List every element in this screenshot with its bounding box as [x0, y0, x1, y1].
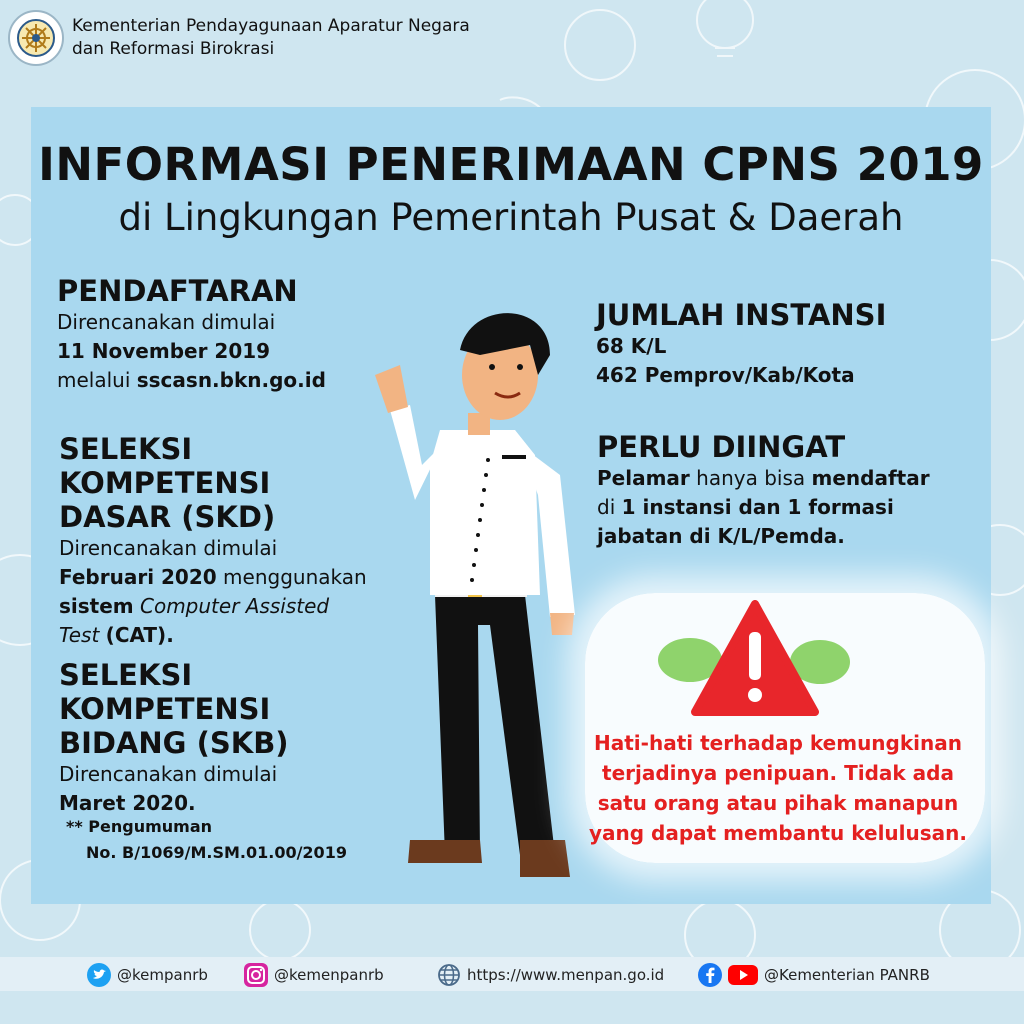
- pendaftaran-via: [57, 366, 377, 395]
- skd-cat-abbr: (CAT).: [105, 623, 174, 647]
- perlu-w4: di: [597, 495, 616, 519]
- website-link[interactable]: [437, 962, 664, 988]
- warning-text: [588, 728, 968, 848]
- facebook-icon: [698, 963, 722, 987]
- person-illustration: [360, 295, 590, 895]
- warning-icon: [655, 600, 855, 720]
- jumlah-heading: JUMLAH INSTANSI: [596, 298, 887, 332]
- youtube-icon: [728, 963, 758, 987]
- instagram-link[interactable]: [244, 962, 384, 988]
- perlu-w1: Pelamar: [597, 466, 690, 490]
- skd-cat-italic-2: Test: [59, 623, 100, 647]
- warning-line4: yang dapat membantu kelulusan.: [588, 821, 967, 845]
- skb-date: Maret 2020.: [59, 791, 196, 815]
- pendaftaran-line1: Direncanakan dimulai: [57, 310, 276, 334]
- twitter-link[interactable]: [87, 962, 208, 988]
- pendaftaran-date: 11 November 2019: [57, 339, 271, 363]
- kemenpan-logo: [8, 10, 64, 66]
- jumlah-line2: 462 Pemprov/Kab/Kota: [596, 363, 855, 387]
- skd-date: Februari 2020: [59, 565, 217, 589]
- facebook-youtube-handle: @Kementerian PANRB: [764, 966, 930, 984]
- facebook-youtube-link[interactable]: [698, 962, 930, 988]
- perlu-heading: PERLU DIINGAT: [597, 430, 846, 464]
- skb-heading-2: BIDANG (SKB): [59, 726, 289, 760]
- skd-section: [59, 432, 399, 650]
- announcement-line2: No. B/1069/M.SM.01.00/2019: [86, 843, 347, 862]
- skb-section: [59, 658, 399, 818]
- ministry-line-1: Kementerian Pendayagunaan Aparatur Negara: [72, 16, 470, 36]
- perlu-line3: jabatan di K/L/Pemda.: [597, 524, 845, 548]
- header: [8, 8, 470, 68]
- perlu-section: [597, 430, 977, 551]
- page-title: INFORMASI PENERIMAAN CPNS 2019: [38, 138, 984, 191]
- pendaftaran-section: [57, 274, 377, 395]
- instagram-handle: @kemenpanrb: [274, 966, 384, 984]
- globe-icon: [437, 963, 461, 987]
- skd-heading-1: SELEKSI KOMPETENSI: [59, 432, 271, 500]
- twitter-icon: [87, 963, 111, 987]
- ministry-name: [72, 15, 470, 61]
- skd-line1: Direncanakan dimulai: [59, 536, 278, 560]
- announcement-line1: ** Pengumuman: [66, 817, 213, 836]
- page-subtitle: di Lingkungan Pemerintah Pusat & Daerah: [118, 196, 904, 239]
- pendaftaran-via-prefix: melalui: [57, 368, 131, 392]
- website-url: https://www.menpan.go.id: [467, 966, 665, 984]
- skd-using: menggunakan: [223, 565, 367, 589]
- perlu-w2: hanya bisa: [696, 466, 806, 490]
- perlu-w5: 1 instansi dan 1 formasi: [621, 495, 894, 519]
- pendaftaran-site: sscasn.bkn.go.id: [136, 368, 326, 392]
- perlu-line2: [597, 493, 977, 522]
- skd-date-line: [59, 563, 399, 592]
- skd-cat-line2: [59, 621, 399, 650]
- jumlah-line1: 68 K/L: [596, 334, 667, 358]
- perlu-line1: [597, 464, 977, 493]
- skb-heading-1: SELEKSI KOMPETENSI: [59, 658, 271, 726]
- skb-line1: Direncanakan dimulai: [59, 762, 278, 786]
- announcement: [66, 814, 386, 866]
- warning-line1: Hati-hati terhadap kemungkinan: [594, 731, 962, 755]
- pendaftaran-heading: PENDAFTARAN: [57, 274, 298, 308]
- warning-line2: terjadinya penipuan. Tidak ada: [602, 761, 954, 785]
- perlu-w3: mendaftar: [811, 466, 930, 490]
- instagram-icon: [244, 963, 268, 987]
- warning-line3: satu orang atau pihak manapun: [597, 791, 959, 815]
- skd-heading-2: DASAR (SKD): [59, 500, 276, 534]
- ministry-line-2: dan Reformasi Birokrasi: [72, 39, 275, 59]
- twitter-handle: @kempanrb: [117, 966, 208, 984]
- skd-sistem: sistem: [59, 594, 134, 618]
- jumlah-section: [596, 298, 976, 390]
- skd-cat-line1: [59, 592, 399, 621]
- skd-cat-italic-1: Computer Assisted: [140, 594, 330, 618]
